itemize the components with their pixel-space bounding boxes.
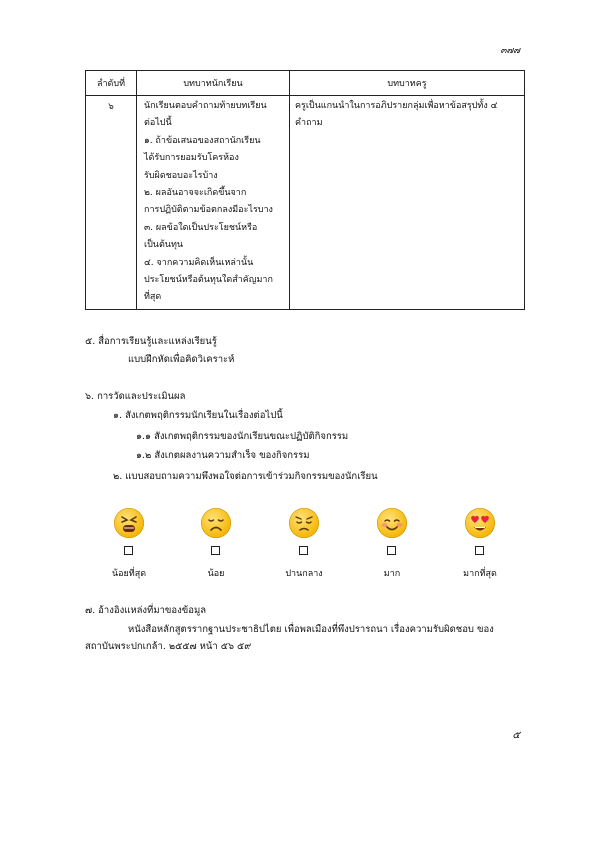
rating-checkbox-1[interactable] <box>124 546 133 555</box>
rating-checkbox-2[interactable] <box>211 546 220 555</box>
rating-label: น้อยที่สุด <box>111 569 147 579</box>
rating-label: น้อย <box>207 569 225 579</box>
teacher-line: ครูเป็นแกนนำในการอภิปรายกลุ่มเพื่อหาข้อสรุปทั้ง ๔ <box>295 101 498 111</box>
student-line: เป็นต้นทุน <box>144 240 184 251</box>
student-line: ประโยชน์หรือต้นทุนใดสำคัญมาก <box>144 275 273 286</box>
student-line: ๓. ผลข้อใดเป็นประโยชน์หรือ <box>144 222 258 233</box>
student-line: การปฏิบัติตามข้อตกลงมีอะไรบาง <box>144 205 273 216</box>
section7-reference-line1: หนังสือหลักสูตรรากฐานประชาธิปไตย เพื่อพลเมืองที่พึงปรารถนา เรื่องความรับผิดชอบ ของ <box>128 624 494 635</box>
section6-item1-1: ๑.๑ สังเกตพฤติกรรมของนักเรียนขณะปฏิบัติกิจกรรม <box>136 431 349 442</box>
teacher-line: คำถาม <box>295 118 323 129</box>
section6-item1-2: ๑.๒ สังเกตผลงานความสำเร็จ ของกิจกรรม <box>136 450 310 461</box>
rating-checkbox-3[interactable] <box>299 546 308 555</box>
rating-label: ปานกลาง <box>285 569 323 579</box>
column-header-order: ลำดับที่ <box>86 71 137 96</box>
rating-checkbox-4[interactable] <box>387 546 396 555</box>
disappointed-face-icon <box>201 508 231 538</box>
smiling-face-icon <box>377 508 407 538</box>
page-number: ๕ <box>512 730 520 741</box>
section6-title: ๖. การวัดและประเมินผล <box>85 391 186 402</box>
student-line: ๔. จากความคิดเห็นเหล่านั้น <box>144 257 254 268</box>
student-line: ที่สุด <box>144 292 162 303</box>
student-line: รับผิดชอบอะไรบ้าง <box>144 170 218 181</box>
rating-label: มากที่สุด <box>463 569 497 579</box>
pensive-face-icon <box>289 508 319 538</box>
order-cell: ๖ <box>86 96 137 310</box>
student-line: ได้รับการยอมรับโครห้อง <box>144 153 239 164</box>
student-line: นักเรียนตอบคำถามท้ายบทเรียน <box>144 101 267 111</box>
table-header-row <box>86 71 525 96</box>
section7-title: ๗. อ้างอิงแหล่งที่มาของข้อมูล <box>85 605 207 616</box>
table-row <box>86 96 525 310</box>
column-header-student-role: บทบาทนักเรียน <box>137 71 290 96</box>
section5-title: ๕. สื่อการเรียนรู้และแหล่งเรียนรู้ <box>85 336 217 347</box>
section5-item: แบบฝึกหัดเพื่อคิดวิเคราะห์ <box>128 354 235 365</box>
page-code: ๓๗๗ <box>500 46 520 56</box>
satisfaction-rating <box>0 508 595 588</box>
student-line: ๑. ถ้าข้อเสนอของสถานักเรียน <box>144 135 261 146</box>
section6-item1: ๑. สังเกตพฤติกรรมนักเรียนในเรื่องต่อไปนี้ <box>113 410 283 421</box>
rating-checkbox-5[interactable] <box>475 546 484 555</box>
student-line: ต่อไปนี้ <box>144 118 172 129</box>
heart-eyes-face-icon <box>465 508 495 538</box>
column-header-teacher-role: บทบาทครู <box>290 71 525 96</box>
rating-label: มาก <box>383 569 401 579</box>
student-role-cell <box>137 96 290 310</box>
activity-table <box>85 70 525 310</box>
section7-reference-line2: สถาบันพระปกเกล้า. ๒๕๕๗ หน้า ๕๖ ๕๙ <box>85 641 252 652</box>
student-line: ๒. ผลอันอาจจะเกิดขึ้นจาก <box>144 188 247 199</box>
tired-face-icon <box>114 508 144 538</box>
teacher-role-cell <box>290 96 525 310</box>
section6-item2: ๒. แบบสอบถามความพึงพอใจต่อการเข้าร่วมกิจกรรมของนักเรียน <box>113 471 378 482</box>
